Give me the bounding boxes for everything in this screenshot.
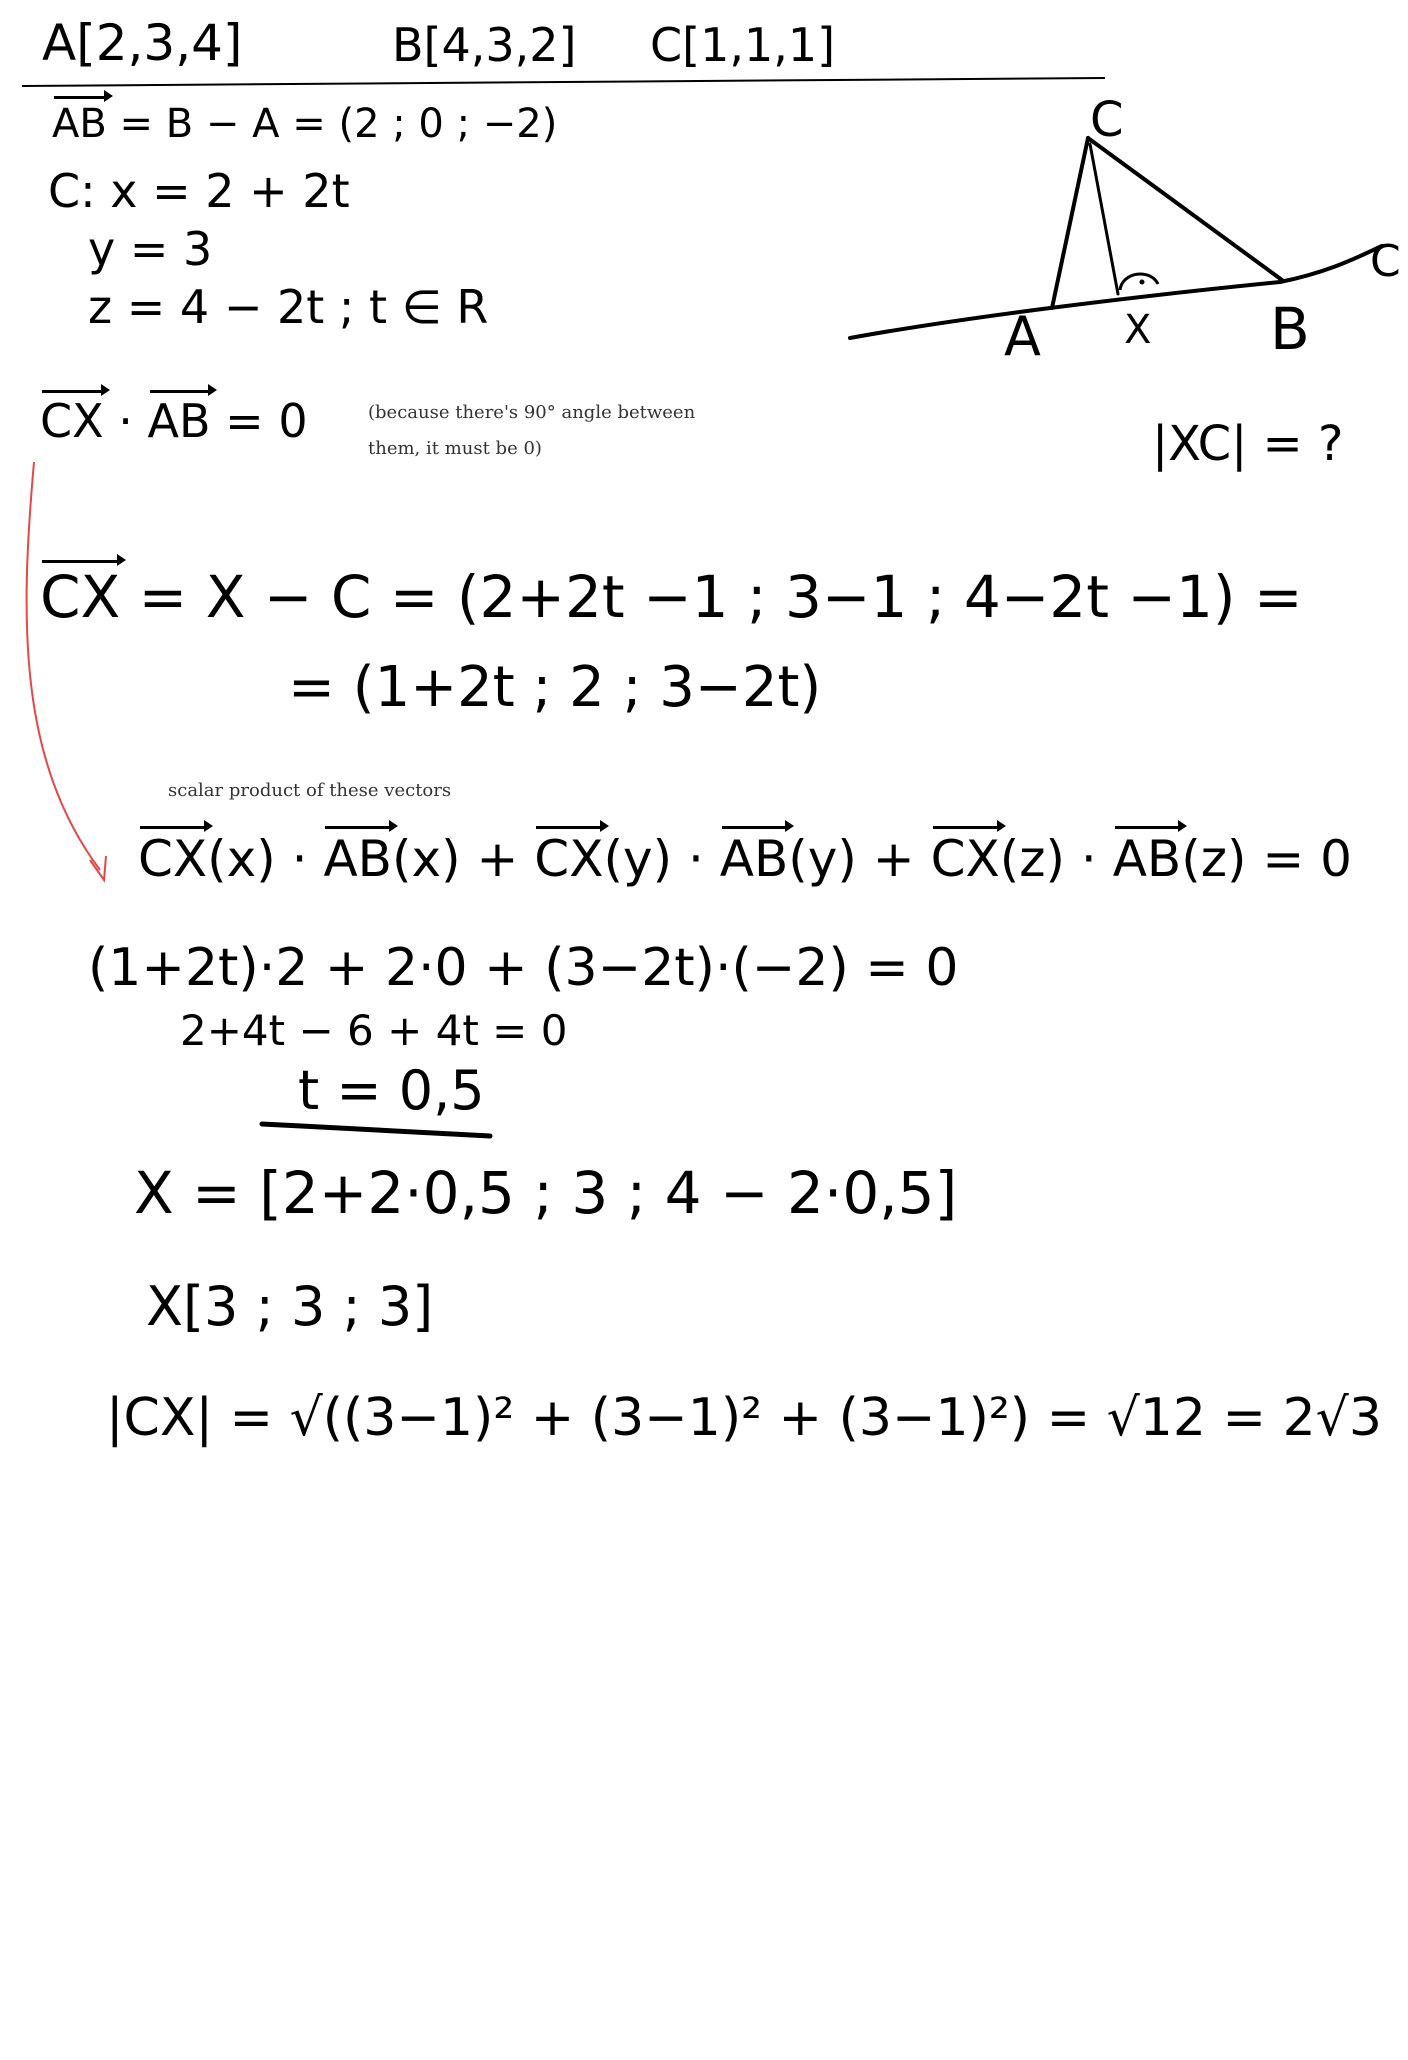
vector-ab-z: AB	[1112, 830, 1182, 888]
equation-1: (1+2t)·2 + 2·0 + (3−2t)·(−2) = 0	[88, 938, 959, 998]
point-a: A[2,3,4]	[42, 14, 243, 72]
x-substitution: X = [2+2·0,5 ; 3 ; 4 − 2·0,5]	[134, 1159, 958, 1227]
equation-2: 2+4t − 6 + 4t = 0	[180, 1006, 568, 1055]
point-c: C[1,1,1]	[650, 18, 836, 72]
question-xc-length: |XC| = ?	[1152, 416, 1344, 472]
param-z: z = 4 − 2t ; t ∈ R	[88, 280, 489, 334]
vector-ab-y: AB	[719, 830, 789, 888]
cx-line-2: = (1+2t ; 2 ; 3−2t)	[288, 655, 822, 720]
note-angle-line-1: (because there's 90° angle between	[368, 402, 696, 423]
vector-cx-y: CX	[534, 830, 604, 888]
param-x: C: x = 2 + 2t	[48, 164, 350, 218]
cx-length: |CX| = √((3−1)² + (3−1)² + (3−1)²) = √12 = 2√3	[106, 1388, 1382, 1448]
dot-product-line: CX · AB = 0	[40, 394, 308, 448]
vector-ab-x: AB	[323, 830, 392, 888]
x-result: X[3 ; 3 ; 3]	[146, 1275, 434, 1338]
diagram-label-b: B	[1270, 295, 1310, 363]
note-scalar-product: scalar product of these vectors	[168, 780, 452, 801]
dot-zero: = 0	[225, 394, 308, 448]
note-angle-line-2: them, it must be 0)	[368, 438, 542, 459]
vector-ab-label-2: AB	[147, 394, 211, 448]
vector-cx-label: CX	[40, 394, 104, 448]
diagram-label-a: A	[1004, 305, 1041, 368]
cx-expression-1: = X − C = (2+2t −1 ; 3−1 ; 4−2t −1) =	[138, 563, 1303, 631]
diagram-label-c: C	[1090, 92, 1124, 148]
vector-cx-x: CX	[138, 830, 208, 888]
diagram-label-line: C	[1370, 236, 1401, 287]
ab-vector-line	[52, 101, 558, 147]
point-b: B[4,3,2]	[392, 18, 577, 72]
vector-cx-z: CX	[930, 830, 1000, 888]
vector-ab-label: AB	[52, 101, 107, 147]
cx-line-1	[40, 563, 1303, 631]
diagram-label-x: X	[1124, 307, 1152, 353]
scalar-product-line: CX(x) · AB(x) + CX(y) · AB(y) + CX(z) · AB(z) = 0	[138, 830, 1352, 888]
equation-3: t = 0,5	[298, 1059, 485, 1122]
vector-cx-label-2: CX	[40, 563, 121, 631]
param-y: y = 3	[88, 222, 213, 276]
ab-equation: = B − A = (2 ; 0 ; −2)	[119, 101, 558, 147]
